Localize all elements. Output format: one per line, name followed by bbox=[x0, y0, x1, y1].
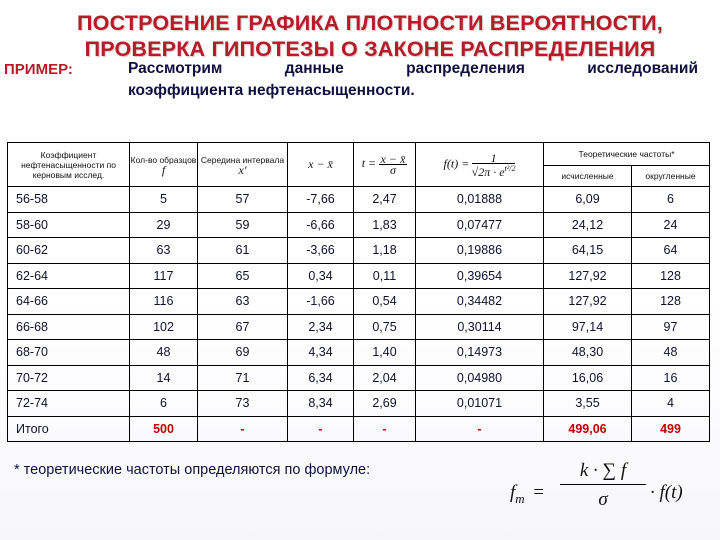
table-cell: -3,66 bbox=[288, 238, 354, 264]
total-cell: Итого bbox=[8, 416, 130, 442]
table-cell: 0,01071 bbox=[416, 391, 544, 417]
total-cell: 500 bbox=[130, 416, 198, 442]
table-cell: 4 bbox=[632, 391, 710, 417]
table-cell: 128 bbox=[632, 289, 710, 315]
footnote: * теоретические частоты определяются по формуле: bbox=[14, 462, 371, 478]
intro-word: исследований bbox=[587, 60, 698, 77]
table-cell: 8,34 bbox=[288, 391, 354, 417]
table-row bbox=[8, 263, 710, 289]
total-cell: - bbox=[198, 416, 288, 442]
header-ft: f(t) = $\frac{1}{√2\pi \cdot e^{t^2/2}}$ bbox=[416, 143, 544, 187]
header-rounded: округленные bbox=[632, 166, 710, 187]
table-cell: 6,34 bbox=[288, 365, 354, 391]
table-cell: 72-74 bbox=[8, 391, 130, 417]
table-row bbox=[8, 212, 710, 238]
example-label: ПРИМЕР: bbox=[4, 61, 73, 78]
table-cell: 48 bbox=[632, 340, 710, 366]
table-row bbox=[8, 238, 710, 264]
formula-numerator: k · ∑ f bbox=[560, 460, 646, 485]
table-cell: 64,15 bbox=[544, 238, 632, 264]
table-header-row bbox=[8, 143, 710, 166]
table-cell: 71 bbox=[198, 365, 288, 391]
table-cell: 16,06 bbox=[544, 365, 632, 391]
table-cell: 0,54 bbox=[354, 289, 416, 315]
slide-title bbox=[30, 10, 710, 62]
table-cell: 127,92 bbox=[544, 289, 632, 315]
total-cell: - bbox=[288, 416, 354, 442]
table-cell: 0,01888 bbox=[416, 187, 544, 213]
table-cell: 5 bbox=[130, 187, 198, 213]
header-deviation: x − x̄ bbox=[288, 143, 354, 187]
table-row bbox=[8, 314, 710, 340]
table-cell: 68-70 bbox=[8, 340, 130, 366]
table-cell: 0,75 bbox=[354, 314, 416, 340]
table-cell: 0,07477 bbox=[416, 212, 544, 238]
formula-lhs-sub: m bbox=[515, 490, 525, 506]
table-cell: 62-64 bbox=[8, 263, 130, 289]
header-theoretical: Теоретические частоты* bbox=[544, 143, 710, 166]
table-cell: 128 bbox=[632, 263, 710, 289]
table-cell: 4,34 bbox=[288, 340, 354, 366]
total-cell: - bbox=[354, 416, 416, 442]
table-cell: 6,09 bbox=[544, 187, 632, 213]
table-cell: 0,30114 bbox=[416, 314, 544, 340]
table-cell: 2,69 bbox=[354, 391, 416, 417]
table-cell: 0,39654 bbox=[416, 263, 544, 289]
table-cell: 6 bbox=[632, 187, 710, 213]
table-cell: 1,18 bbox=[354, 238, 416, 264]
intro-line-2: коэффициента нефтенасыщенности. bbox=[128, 82, 415, 99]
table-cell: 73 bbox=[198, 391, 288, 417]
table-cell: 0,19886 bbox=[416, 238, 544, 264]
data-table bbox=[7, 142, 710, 442]
table-cell: 127,92 bbox=[544, 263, 632, 289]
total-cell: - bbox=[416, 416, 544, 442]
header-coefficient: Коэффициент нефтенасыщенности по керновым исслед. bbox=[8, 143, 130, 187]
table-cell: 1,40 bbox=[354, 340, 416, 366]
table-row bbox=[8, 340, 710, 366]
table-cell: 56-58 bbox=[8, 187, 130, 213]
formula-lhs: f bbox=[510, 482, 516, 503]
frequency-formula bbox=[510, 456, 710, 526]
table-cell: 2,04 bbox=[354, 365, 416, 391]
table-cell: 65 bbox=[198, 263, 288, 289]
table-cell: 24 bbox=[632, 212, 710, 238]
table-row bbox=[8, 365, 710, 391]
table-cell: 0,04980 bbox=[416, 365, 544, 391]
table-row bbox=[8, 187, 710, 213]
header-t: t = $\frac{x - x̄}{\sigma}$ bbox=[354, 143, 416, 187]
table-cell: 69 bbox=[198, 340, 288, 366]
formula-denominator: σ bbox=[598, 489, 608, 510]
title-line-2: ПРОВЕРКА ГИПОТЕЗЫ О ЗАКОНЕ РАСПРЕДЕЛЕНИЯ bbox=[84, 37, 656, 61]
header-computed: исчисленные bbox=[544, 166, 632, 187]
table-cell: 57 bbox=[198, 187, 288, 213]
table-cell: 1,83 bbox=[354, 212, 416, 238]
intro-text bbox=[128, 58, 698, 102]
table-cell: 63 bbox=[130, 238, 198, 264]
header-sample-count: Кол-во образцов f bbox=[130, 143, 198, 187]
table-cell: 48,30 bbox=[544, 340, 632, 366]
intro-word: Рассмотрим bbox=[128, 60, 223, 77]
table-cell: 2,47 bbox=[354, 187, 416, 213]
formula-eq: = bbox=[533, 482, 545, 503]
table-cell: 61 bbox=[198, 238, 288, 264]
table-cell: 14 bbox=[130, 365, 198, 391]
table-cell: 48 bbox=[130, 340, 198, 366]
table-cell: 0,34482 bbox=[416, 289, 544, 315]
table-cell: -6,66 bbox=[288, 212, 354, 238]
table-cell: 0,14973 bbox=[416, 340, 544, 366]
table-cell: 97 bbox=[632, 314, 710, 340]
table-cell: 6 bbox=[130, 391, 198, 417]
table-cell: 24,12 bbox=[544, 212, 632, 238]
table-cell: 0,11 bbox=[354, 263, 416, 289]
table-cell: 64 bbox=[632, 238, 710, 264]
table-row bbox=[8, 391, 710, 417]
total-cell: 499 bbox=[632, 416, 710, 442]
table-cell: -1,66 bbox=[288, 289, 354, 315]
table-cell: 64-66 bbox=[8, 289, 130, 315]
table-cell: 102 bbox=[130, 314, 198, 340]
table-cell: 117 bbox=[130, 263, 198, 289]
table-cell: -7,66 bbox=[288, 187, 354, 213]
table-cell: 63 bbox=[198, 289, 288, 315]
formula-x-prime: x' bbox=[238, 162, 247, 177]
formula-f: f bbox=[161, 162, 166, 177]
total-cell: 499,06 bbox=[544, 416, 632, 442]
table-cell: 116 bbox=[130, 289, 198, 315]
table-cell: 29 bbox=[130, 212, 198, 238]
table-cell: 60-62 bbox=[8, 238, 130, 264]
table-cell: 70-72 bbox=[8, 365, 130, 391]
table-cell: 97,14 bbox=[544, 314, 632, 340]
title-line-1: ПОСТРОЕНИЕ ГРАФИКА ПЛОТНОСТИ ВЕРОЯТНОСТИ, bbox=[77, 11, 663, 35]
table-cell: 59 bbox=[198, 212, 288, 238]
table-cell: 16 bbox=[632, 365, 710, 391]
table-cell: 67 bbox=[198, 314, 288, 340]
table-cell: 0,34 bbox=[288, 263, 354, 289]
intro-word: распределения bbox=[406, 60, 525, 77]
table-cell: 3,55 bbox=[544, 391, 632, 417]
header-interval-mid: Середина интервала x' bbox=[198, 143, 288, 187]
table-total-row bbox=[8, 416, 710, 442]
table-cell: 58-60 bbox=[8, 212, 130, 238]
formula-rhs: · f(t) bbox=[650, 482, 683, 503]
table-row bbox=[8, 289, 710, 315]
intro-word: данные bbox=[284, 60, 344, 77]
table-cell: 2,34 bbox=[288, 314, 354, 340]
table-cell: 66-68 bbox=[8, 314, 130, 340]
